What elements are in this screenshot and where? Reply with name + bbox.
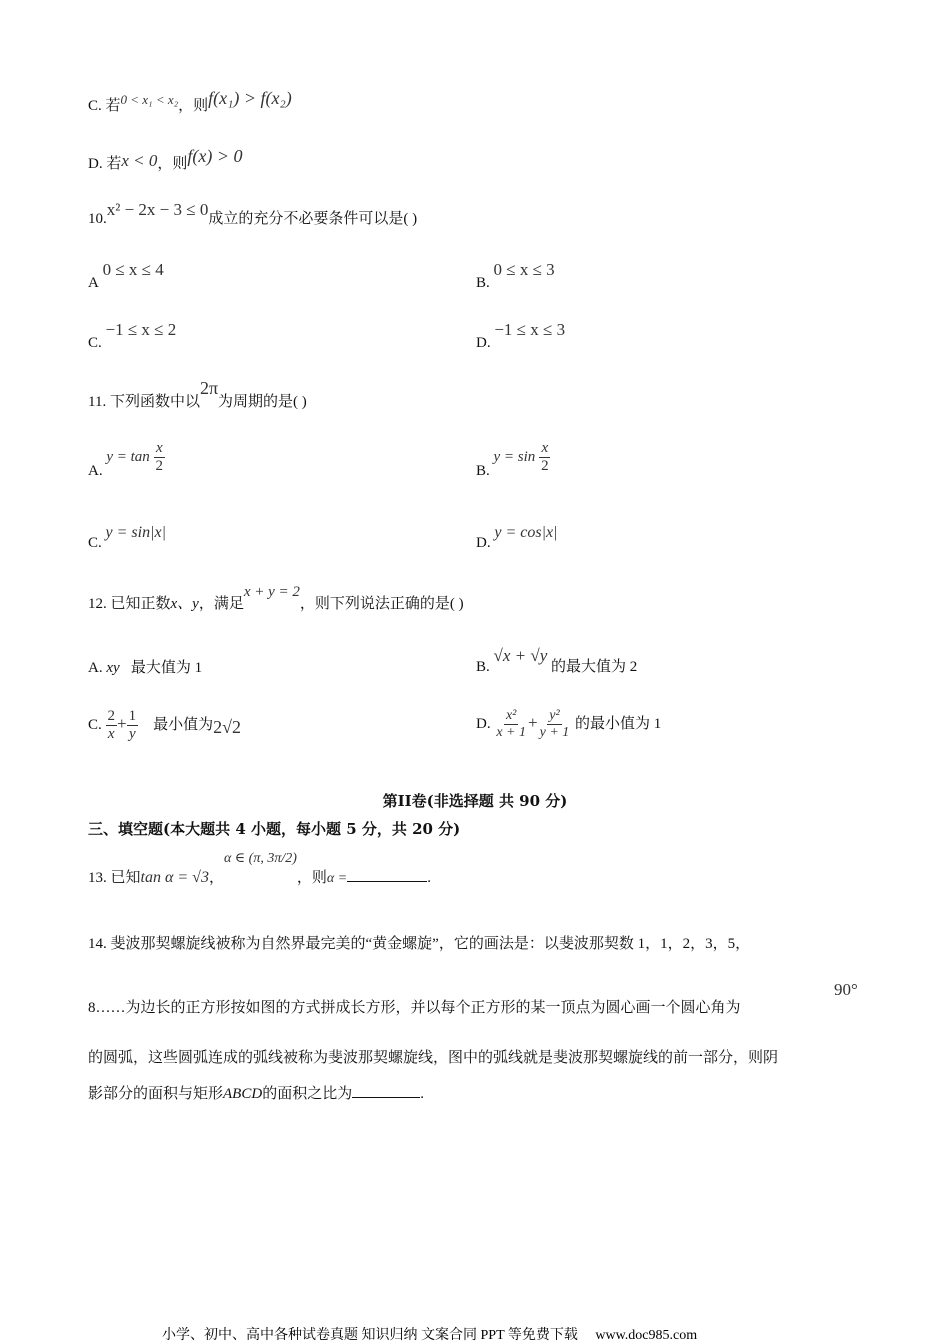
q11-option-a [88,440,165,480]
q12-c-text: 最小值为 [153,717,214,734]
q14-line4-pre: 影部分的面积与矩形 [88,1086,224,1102]
q11-stem [88,378,307,411]
q12-option-b [476,646,637,676]
q12-d-text: 的最小值为 1 [575,716,662,733]
q11-text: 为周期的是( ) [218,394,307,410]
q12-b-math: √x + √y [493,646,548,665]
q9-option-c [88,88,292,115]
q12-c-n1: 2 [106,708,118,726]
q14-answer-blank [352,1096,420,1098]
q12-math: x + y = 2 [243,584,300,600]
q14-line4 [88,1082,424,1103]
q12-option-a [88,656,202,677]
q13-mid: ，则 [296,870,327,886]
q12-b-label: B. [476,659,490,675]
q12-d-n1: x² [504,708,518,725]
q11-option-d [476,524,557,552]
q9-c-cond: 0 < x₁ < x₂ [120,92,179,107]
q12-c-frac1 [106,708,118,744]
q10-d-label: D. [476,335,491,351]
q11-a-fraction [154,440,166,476]
q10-math: x² − 2x − 3 ≤ 0 [106,200,209,219]
q12-option-d: D. $\frac{\text{x²}}{x + 1}$ + $\frac{\text{y²}}{y + 1}$ 的最小值为 1 [476,708,662,741]
q9-d-expr: f(x) > 0 [187,146,243,166]
section2-title: 第II卷(非选择题 共 90 分) [382,792,568,810]
q10-d-math: −1 ≤ x ≤ 3 [494,320,566,339]
q12-c-n2: 1 [127,708,139,726]
q11-number: 11. 下列函数中以 [88,394,200,410]
q12-c-label: C. [88,717,102,734]
q13-comma: ， [208,870,224,886]
q12-d-d1: x + 1 [496,725,527,741]
q12-a-math: xy [106,660,120,676]
q10-a-label: A [88,275,99,291]
q14-angle: 90° [834,980,858,999]
q10-c-label: C. [88,335,102,351]
q13-math3: α = [326,871,348,886]
footer-text: 小学、初中、高中各种试卷真题 知识归纳 文案合同 PPT 等免费下载 [162,1328,578,1343]
q11-b-fraction [539,440,551,476]
part3-heading: 三、填空题(本大题共 4 小题，每小题 5 分，共 20 分) [88,820,461,838]
q9-c-label: C. 若 [88,98,121,114]
q12-b-text: 的最大值为 2 [551,659,638,675]
q12-stem-mid: ，满足 [198,596,244,612]
q10-b-math: 0 ≤ x ≤ 3 [493,260,555,279]
q10-number: 10. [88,211,107,227]
q13-answer-blank [347,880,427,882]
q14-end: . [420,1086,424,1102]
q9-d-cond: x < 0 [121,151,158,170]
q11-a-math: y = tan [106,449,150,466]
q12-d-n2: y² [547,708,561,725]
q11-a-den: 2 [155,458,164,475]
q11-b-math: y = sin [493,449,536,466]
q12-a-text: 最大值为 1 [130,660,203,676]
q11-d-label: D. [476,535,491,551]
q9-option-d [88,146,243,173]
q11-c-math: y = sin|x| [105,524,166,541]
q12-option-c: C. $\frac{2}{x}$ + $\frac{1}{y}$ 最小值为2√2 [88,708,242,743]
q10-b-label: B. [476,275,490,291]
q13-pre: 13. 已知 [88,870,141,886]
q13-math2: α ∈ (π, 3π/2) [223,851,297,866]
q11-a-label: A. [88,463,103,480]
q12-a-label: A. [88,660,103,676]
q11-math: 2π [199,378,219,398]
q12-c-frac2 [127,708,139,744]
q10-option-d [476,320,565,352]
q10-a-math: 0 ≤ x ≤ 4 [102,260,164,279]
q11-d-math: y = cos|x| [494,524,558,541]
q14-rect: ABCD [223,1086,263,1102]
q14-line2: 8……为边长的正方形按如图的方式拼成长方形，并以每个正方形的某一顶点为圆心画一个圆心角为 [88,1000,741,1016]
q12-d-label: D. [476,716,491,733]
q14-line1: 14. 斐波那契螺旋线被称为自然界最完美的“黄金螺旋”，它的画法是：以斐波那契数 1，1，2，3，5， [88,936,751,952]
q12-c-d1: x [107,726,115,743]
q13-post: . [427,870,431,886]
q9-c-then: ，则 [178,98,209,114]
footer [162,1324,697,1344]
q10-option-c [88,320,176,352]
q9-d-then: ，则 [157,156,188,172]
q11-b-label: B. [476,463,490,480]
footer-url[interactable]: www.doc985.com [595,1328,698,1343]
q12-d-frac2 [538,708,572,741]
q10-c-math: −1 ≤ x ≤ 2 [105,320,177,339]
q12-d-frac1 [494,708,528,741]
q11-a-num: x [154,440,165,458]
q14-line4-post: 的面积之比为 [262,1086,353,1102]
q12-d-d2: y + 1 [539,725,570,741]
q11-option-c [88,524,166,552]
q11-b-num: x [539,440,550,458]
q9-c-expr: f(x₁) > f(x₂) [208,88,292,108]
q9-d-label: D. 若 [88,156,122,172]
q12-vars: x、y [170,596,199,612]
q11-b-den: 2 [541,458,549,475]
q12-c-val: 2√2 [213,717,242,738]
q10-option-a [88,260,164,292]
q11-option-b [476,440,551,480]
q10-stem [88,200,417,228]
q12-stem-pre: 12. 已知正数 [88,596,171,612]
q10-option-b [476,260,555,292]
q10-text: 成立的充分不必要条件可以是( ) [208,211,418,227]
q12-stem [88,584,464,613]
q12-c-d2: y [129,726,136,743]
q13 [88,848,431,887]
q12-stem-post: ，则下列说法正确的是( ) [299,596,464,612]
q11-c-label: C. [88,535,102,551]
q14-line3: 的圆弧，这些圆弧连成的弧线被称为斐波那契螺旋线，图中的弧线就是斐波那契螺旋线的前一部分，则阴 [88,1050,779,1066]
q13-math1: tan α = √3 [140,869,209,886]
